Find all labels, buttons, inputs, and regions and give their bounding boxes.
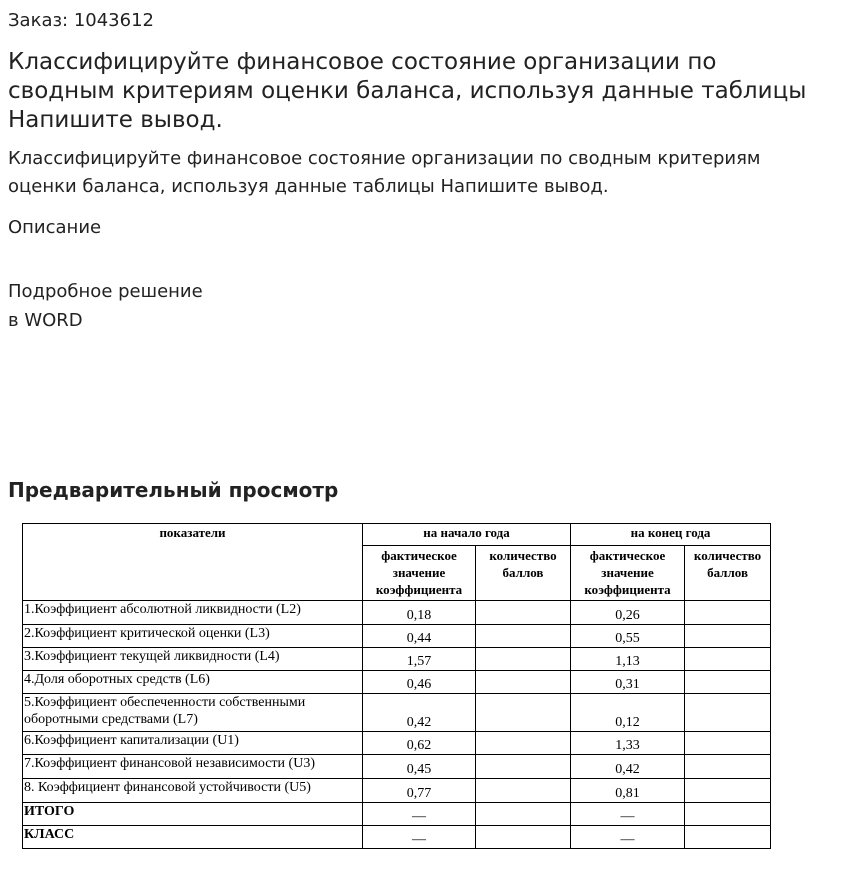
header-year-end: на конец года xyxy=(571,524,771,546)
indicator-name: 2.Коэффициент критической оценки (L3) xyxy=(23,625,363,648)
class-label: КЛАСС xyxy=(23,826,363,849)
page-title: Классифицируйте финансовое состояние организации по сводным критериям оценки баланса, используя данные таблицы Напишите вывод. xyxy=(8,49,807,133)
start-points xyxy=(476,601,571,625)
total-label: ИТОГО xyxy=(23,803,363,826)
start-points xyxy=(476,625,571,648)
header-start-points: количество баллов xyxy=(476,546,571,601)
header-year-start: на начало года xyxy=(363,524,571,546)
indicator-name: 3.Коэффициент текущей ликвидности (L4) xyxy=(23,648,363,671)
task-description: Классифицируйте финансовое состояние организации по сводным критериям оценки баланса, используя данные таблицы Напишите вывод. xyxy=(8,148,761,197)
start-points xyxy=(476,648,571,671)
total-start-dash: — xyxy=(363,803,476,826)
end-value: 0,12 xyxy=(571,694,685,732)
table-row xyxy=(23,779,771,803)
start-value: 0,42 xyxy=(363,694,476,732)
start-points xyxy=(476,779,571,803)
end-points xyxy=(685,648,771,671)
class-end-dash: — xyxy=(571,826,685,849)
header-indicators: показатели xyxy=(23,524,363,601)
solution-line-1: Подробное решение xyxy=(8,281,203,302)
end-value: 0,31 xyxy=(571,671,685,694)
class-start-points xyxy=(476,826,571,849)
total-end-dash: — xyxy=(571,803,685,826)
order-number: Заказ: 1043612 xyxy=(8,10,154,31)
class-end-points xyxy=(685,826,771,849)
end-points xyxy=(685,779,771,803)
solution-note xyxy=(8,277,203,335)
table-header-row xyxy=(23,524,771,546)
table-row xyxy=(23,648,771,671)
preview-heading: Предварительный просмотр xyxy=(8,478,339,502)
solution-line-2: в WORD xyxy=(8,310,83,331)
indicator-name: 8. Коэффициент финансовой устойчивости (U5) xyxy=(23,779,363,803)
table-row xyxy=(23,755,771,779)
total-start-points xyxy=(476,803,571,826)
start-points xyxy=(476,671,571,694)
indicator-name: 4.Доля оборотных средств (L6) xyxy=(23,671,363,694)
preview-table xyxy=(22,523,771,849)
end-value: 0,42 xyxy=(571,755,685,779)
end-value: 1,13 xyxy=(571,648,685,671)
class-start-dash: — xyxy=(363,826,476,849)
start-value: 0,46 xyxy=(363,671,476,694)
table-row xyxy=(23,601,771,625)
start-value: 0,77 xyxy=(363,779,476,803)
indicator-name: 5.Коэффициент обеспеченности собственными оборотными средствами (L7) xyxy=(23,694,363,732)
table-row xyxy=(23,671,771,694)
end-points xyxy=(685,671,771,694)
end-value: 0,81 xyxy=(571,779,685,803)
header-start-actual: фактическое значение коэффициента xyxy=(363,546,476,601)
end-value: 0,26 xyxy=(571,601,685,625)
total-row xyxy=(23,803,771,826)
indicator-name: 7.Коэффициент финансовой независимости (U3) xyxy=(23,755,363,779)
end-points xyxy=(685,601,771,625)
end-points xyxy=(685,755,771,779)
start-value: 0,62 xyxy=(363,732,476,755)
start-value: 1,57 xyxy=(363,648,476,671)
start-points xyxy=(476,755,571,779)
start-points xyxy=(476,732,571,755)
end-points xyxy=(685,694,771,732)
start-points xyxy=(476,694,571,732)
table-row xyxy=(23,732,771,755)
class-row xyxy=(23,826,771,849)
indicator-name: 6.Коэффициент капитализации (U1) xyxy=(23,732,363,755)
table-row xyxy=(23,694,771,732)
header-end-points: количество баллов xyxy=(685,546,771,601)
header-end-actual: фактическое значение коэффициента xyxy=(571,546,685,601)
start-value: 0,18 xyxy=(363,601,476,625)
end-points xyxy=(685,625,771,648)
description-label: Описание xyxy=(8,217,102,238)
table-row xyxy=(23,625,771,648)
start-value: 0,44 xyxy=(363,625,476,648)
start-value: 0,45 xyxy=(363,755,476,779)
end-value: 0,55 xyxy=(571,625,685,648)
indicator-name: 1.Коэффициент абсолютной ликвидности (L2) xyxy=(23,601,363,625)
end-value: 1,33 xyxy=(571,732,685,755)
end-points xyxy=(685,732,771,755)
total-end-points xyxy=(685,803,771,826)
